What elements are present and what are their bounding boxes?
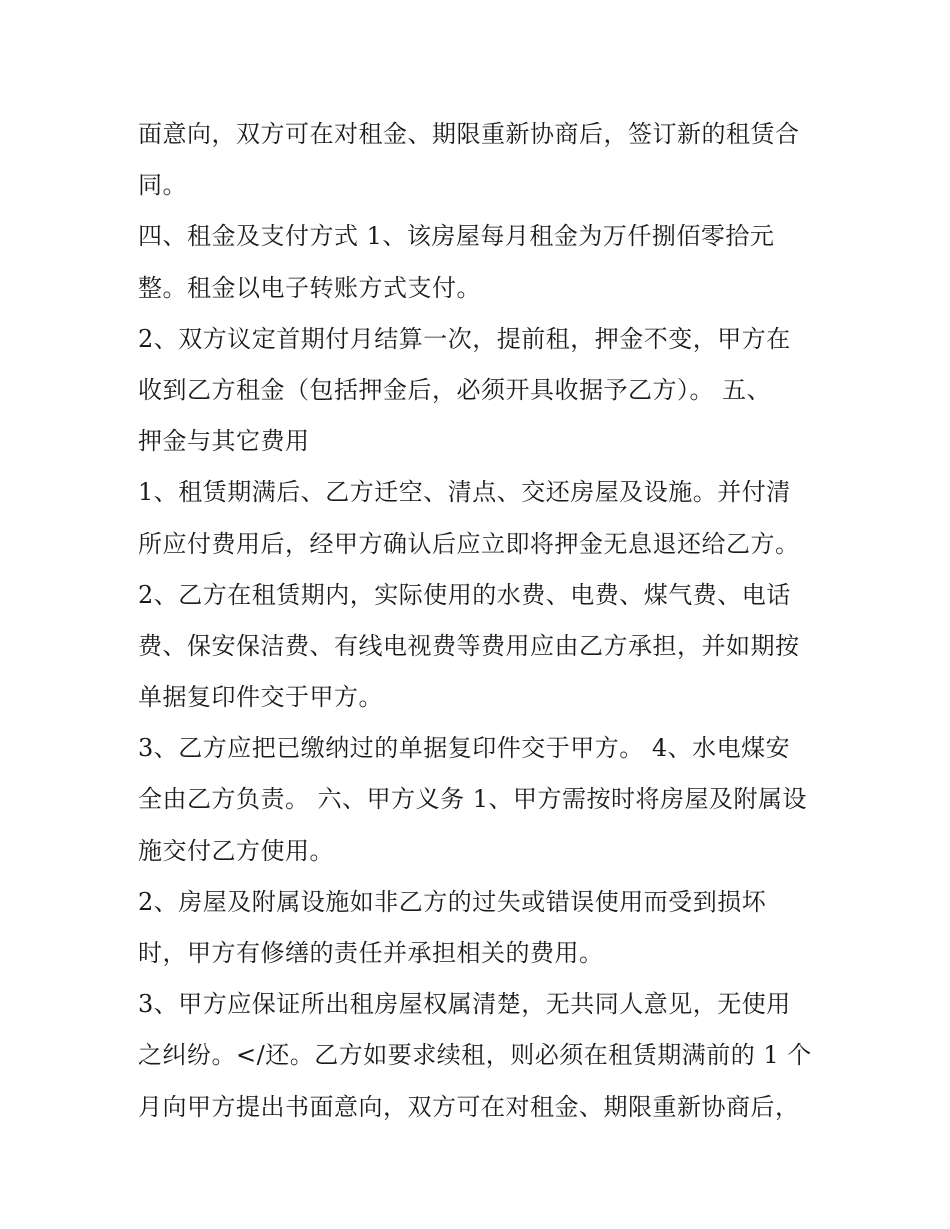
text-line: 3、乙方应把已缴纳过的单据复印件交于甲方。 4、水电煤安 (138, 734, 791, 763)
text-line: 2、乙方在租赁期内，实际使用的水费、电费、煤气费、电话 (138, 580, 791, 609)
text-line: 全由乙方负责。 六、甲方义务 1、甲方需按时将房屋及附属设 (138, 785, 808, 814)
text-line: 同。 (138, 171, 187, 200)
text-line: 2、双方议定首期付月结算一次，提前租，押金不变，甲方在 (138, 324, 791, 353)
text-line: 3、甲方应保证所出租房屋权属清楚，无共同人意见，无使用 (138, 990, 791, 1019)
text-line: 施交付乙方使用。 (138, 836, 334, 865)
text-line: 押金与其它费用 (138, 427, 310, 456)
text-line: 之纠纷。</还。乙方如要求续租，则必须在租赁期满前的 1 个 (138, 1041, 812, 1070)
text-line: 面意向，双方可在对租金、期限重新协商后，签订新的租赁合 (138, 120, 800, 148)
text-line: 1、租赁期满后、乙方迁空、清点、交还房屋及设施。并付清 (138, 478, 791, 507)
text-line: 时，甲方有修缮的责任并承担相关的费用。 (138, 939, 604, 967)
text-line: 2、房屋及附属设施如非乙方的过失或错误使用而受到损坏 (138, 887, 767, 916)
text-line: 整。租金以电子转账方式支付。 (138, 273, 481, 302)
text-line: 四、租金及支付方式 1、该房屋每月租金为万仟捌佰零拾元 (138, 222, 775, 251)
text-line: 单据复印件交于甲方。 (138, 683, 383, 712)
text-line: 所应付费用后，经甲方确认后应立即将押金无息退还给乙方。 (138, 529, 800, 558)
text-line: 收到乙方租金（包括押金后，必须开具收据予乙方）。 五、 (138, 375, 772, 404)
text-line: 月向甲方提出书面意向，双方可在对租金、期限重新协商后， (138, 1092, 800, 1121)
contract-text (138, 109, 828, 1133)
text-line: 费、保安保洁费、有线电视费等费用应由乙方承担，并如期按 (138, 631, 800, 660)
